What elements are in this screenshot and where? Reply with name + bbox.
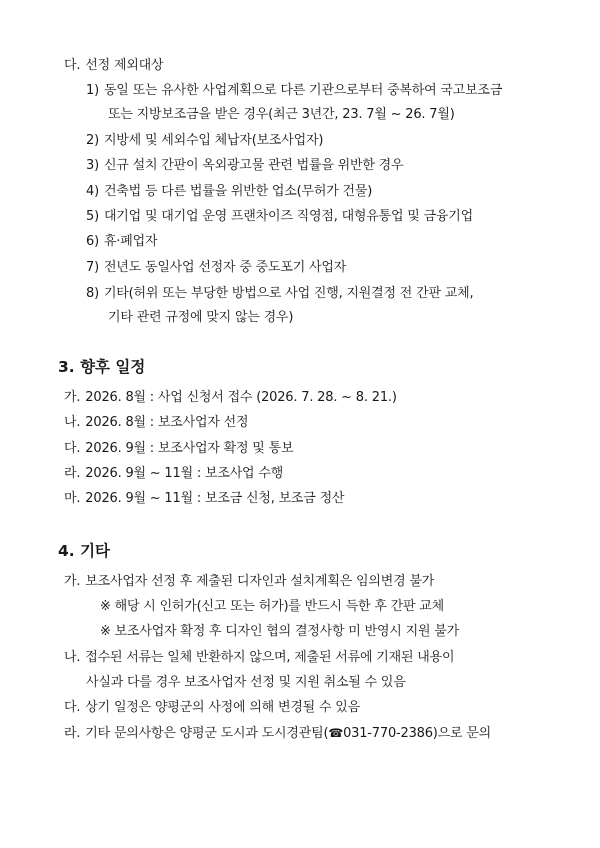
exclusion-item-8 bbox=[86, 285, 473, 303]
section-4-heading: 4. 기타 bbox=[58, 542, 111, 560]
item-text: 또는 지방보조금을 받은 경우(최근 3년간, 23. 7월 ~ 26. 7월) bbox=[108, 107, 455, 122]
other-item-ra bbox=[64, 724, 491, 743]
item-number: 4) bbox=[86, 184, 99, 199]
item-text: 보조사업자 선정 후 제출된 디자인과 설치계획은 임의변경 불가 bbox=[85, 574, 435, 589]
item-text: 지방세 및 세외수입 체납자(보조사업자) bbox=[103, 133, 324, 148]
telephone-icon: ☎ bbox=[328, 726, 344, 740]
schedule-item-1 bbox=[64, 389, 397, 407]
item-number: 1) bbox=[86, 83, 99, 98]
item-text: 2026. 9월 : 보조사업자 확정 및 통보 bbox=[85, 441, 294, 456]
exclusion-item-8-cont bbox=[108, 309, 293, 327]
item-text: 대기업 및 대기업 운영 프랜차이즈 직영점, 대형유통업 및 금융기업 bbox=[103, 209, 474, 224]
item-label: 나. bbox=[64, 650, 81, 665]
schedule-item-2 bbox=[64, 414, 248, 432]
item-text: 기타 문의사항은 양평군 도시과 도시경관팀( bbox=[85, 726, 329, 741]
item-text: 건축법 등 다른 법률을 위반한 업소(무허가 건물) bbox=[103, 184, 373, 199]
exclusion-item-5 bbox=[86, 208, 473, 226]
item-text: 전년도 동일사업 선정자 중 중도포기 사업자 bbox=[103, 260, 347, 275]
item-text: 2026. 9월 ~ 11월 : 보조사업 수행 bbox=[85, 466, 284, 481]
other-item-na bbox=[64, 649, 454, 667]
item-text: 신규 설치 간판이 옥외광고물 관련 법률을 위반한 경우 bbox=[103, 158, 404, 173]
item-label: 라. bbox=[64, 466, 81, 481]
exclusion-item-1-cont bbox=[108, 106, 455, 124]
item-text: 휴·폐업자 bbox=[103, 234, 158, 249]
exclusion-title bbox=[64, 57, 163, 75]
item-number: 3) bbox=[86, 158, 99, 173]
item-number: 2) bbox=[86, 133, 99, 148]
other-item-na-cont: 사실과 다를 경우 보조사업자 선정 및 지원 취소될 수 있음 bbox=[86, 675, 406, 690]
schedule-item-5 bbox=[64, 490, 344, 508]
schedule-item-4 bbox=[64, 465, 283, 483]
exclusion-item-4 bbox=[86, 183, 372, 201]
exclusion-item-3 bbox=[86, 157, 403, 175]
exclusion-item-1 bbox=[86, 82, 502, 100]
item-label: 가. bbox=[64, 390, 81, 405]
item-label: 가. bbox=[64, 574, 81, 589]
note-1: ※ 해당 시 인허가(신고 또는 허가)를 반드시 득한 후 간판 교체 bbox=[100, 599, 444, 614]
exclusion-item-6 bbox=[86, 233, 157, 251]
item-label: 다. bbox=[64, 700, 81, 715]
item-text: 상기 일정은 양평군의 사정에 의해 변경될 수 있음 bbox=[85, 700, 360, 715]
item-text: 031-770-2386)으로 문의 bbox=[343, 726, 492, 741]
item-label: 라. bbox=[64, 726, 81, 741]
item-label: 나. bbox=[64, 415, 81, 430]
item-text: 2026. 8월 : 사업 신청서 접수 (2026. 7. 28. ~ 8. 21.) bbox=[85, 390, 397, 405]
schedule-item-3 bbox=[64, 440, 293, 458]
item-text: 접수된 서류는 일체 반환하지 않으며, 제출된 서류에 기재된 내용이 bbox=[85, 650, 455, 665]
item-number: 8) bbox=[86, 286, 99, 301]
exclusion-title-text: 선정 제외대상 bbox=[85, 58, 164, 73]
exclusion-label: 다. bbox=[64, 58, 81, 73]
exclusion-item-2 bbox=[86, 132, 323, 150]
exclusion-item-7 bbox=[86, 259, 346, 277]
item-text: 동일 또는 유사한 사업계획으로 다른 기관으로부터 중복하여 국고보조금 bbox=[103, 83, 503, 98]
item-number: 5) bbox=[86, 209, 99, 224]
other-item-ga bbox=[64, 573, 434, 591]
item-number: 6) bbox=[86, 234, 99, 249]
note-2: ※ 보조사업자 확정 후 디자인 협의 결정사항 미 반영시 지원 불가 bbox=[100, 624, 459, 639]
item-number: 7) bbox=[86, 260, 99, 275]
section-3-heading: 3. 향후 일정 bbox=[58, 358, 146, 376]
item-text: 2026. 9월 ~ 11월 : 보조금 신청, 보조금 정산 bbox=[85, 491, 345, 506]
item-text: 2026. 8월 : 보조사업자 선정 bbox=[85, 415, 249, 430]
item-text: 기타 관련 규정에 맞지 않는 경우) bbox=[108, 310, 294, 325]
item-label: 다. bbox=[64, 441, 81, 456]
item-label: 마. bbox=[64, 491, 81, 506]
item-text: 기타(허위 또는 부당한 방법으로 사업 진행, 지원결정 전 간판 교체, bbox=[103, 286, 474, 301]
other-item-da bbox=[64, 699, 360, 717]
